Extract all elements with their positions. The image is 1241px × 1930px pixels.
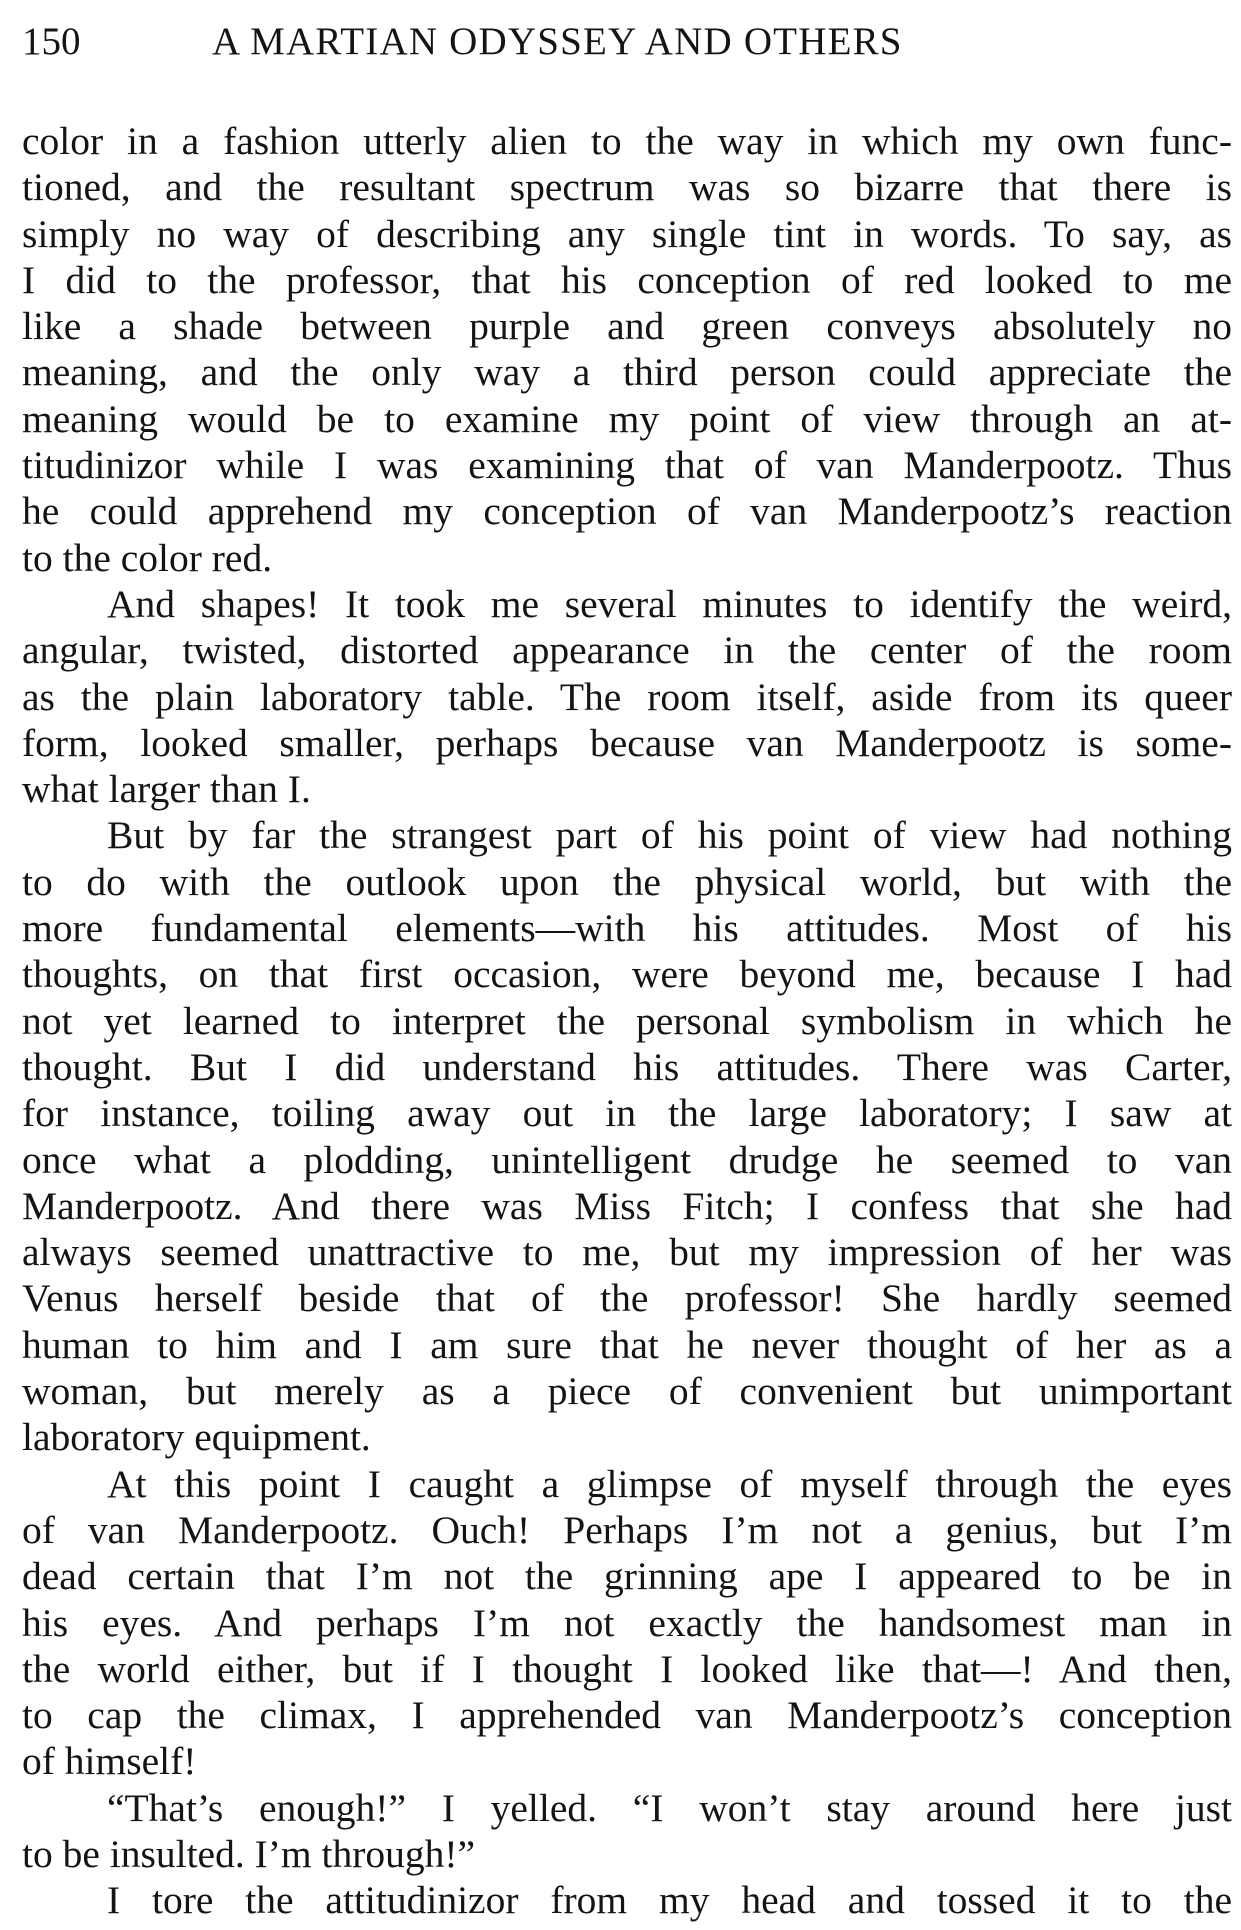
text-line: color in a fashion utterly alien to the way in which my own func- [22,119,1232,163]
text-line: for instance, toiling away out in the large laboratory; I saw at [22,1091,1232,1136]
text-line: more fundamental elements—with his attitudes. Most of his [22,906,1232,951]
text-line: thought. But I did understand his attitudes. There was Carter, [22,1044,1232,1089]
text-line: he could apprehend my conception of van Manderpootz’s reaction [22,489,1232,534]
text-line: tioned, and the resultant spectrum was so bizarre that there is [22,165,1232,210]
text-line: dead certain that I’m not the grinning ape I appeared to be in [22,1554,1232,1599]
page-number: 150 [22,20,81,63]
text-line: At this point I caught a glimpse of myself through the eyes [107,1461,1232,1506]
text-line: But by far the strangest part of his point of view had nothing [107,813,1232,858]
text-line: always seemed unattractive to me, but my impression of her was [22,1230,1232,1275]
text-line: of van Manderpootz. Ouch! Perhaps I’m not a genius, but I’m [22,1507,1232,1552]
text-line: like a shade between purple and green conveys absolutely no [22,304,1232,349]
text-line: I did to the professor, that his conception of red looked to me [22,257,1232,302]
text-line: And shapes! It took me several minutes to identify the weird, [107,581,1232,626]
text-line: Venus herself beside that of the professor! She hardly seemed [22,1276,1232,1321]
text-line: to do with the outlook upon the physical world, but with the [22,859,1232,904]
book-title: A MARTIAN ODYSSEY AND OTHERS [212,20,903,63]
running-head [22,12,1232,72]
text-line: titudinizor while I was examining that of van Manderpootz. Thus [22,443,1232,488]
text-line: to the color red. [22,535,273,580]
text-line: to cap the climax, I apprehended van Manderpootz’s conception [22,1693,1232,1738]
text-line: thoughts, on that first occasion, were beyond me, because I had [22,952,1232,997]
text-line: the world either, but if I thought I looked like that—! And then, [22,1646,1232,1691]
text-line: human to him and I am sure that he never thought of her as a [22,1322,1232,1367]
text-line: form, looked smaller, perhaps because van Manderpootz is some- [22,720,1232,765]
text-line: not yet learned to interpret the personal symbolism in which he [22,998,1232,1043]
text-line: as the plain laboratory table. The room itself, aside from its queer [22,674,1232,719]
text-line: angular, twisted, distorted appearance in the center of the room [22,628,1232,673]
text-line: simply no way of describing any single tint in words. To say, as [22,211,1232,256]
text-line: to be insulted. I’m through!” [22,1831,476,1876]
book-page [22,12,1232,1922]
text-line: woman, but merely as a piece of convenient but unimportant [22,1369,1232,1414]
text-line: of himself! [22,1739,197,1784]
text-line: laboratory equipment. [22,1415,371,1460]
text-line: his eyes. And perhaps I’m not exactly the handsomest man in [22,1600,1232,1645]
text-line: meaning would be to examine my point of view through an at- [22,396,1232,441]
body-text [22,118,1232,1924]
text-line: what larger than I. [22,767,311,812]
text-line: Manderpootz. And there was Miss Fitch; I confess that she had [22,1183,1232,1228]
text-line: “That’s enough!” I yelled. “I won’t stay around here just [107,1785,1232,1830]
text-line: once what a plodding, unintelligent drudge he seemed to van [22,1137,1232,1182]
text-line: meaning, and the only way a third person could appreciate the [22,350,1232,395]
text-line: I tore the attitudinizor from my head and tossed it to the [107,1878,1232,1923]
